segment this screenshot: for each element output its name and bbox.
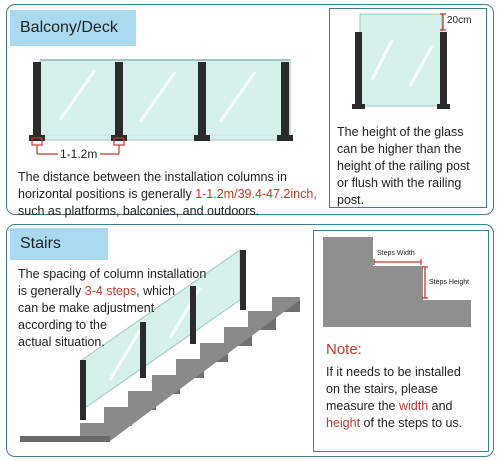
desc-line: The spacing of column installation <box>18 267 207 281</box>
steps-height-label: Steps Height <box>429 279 470 286</box>
desc-line: horizontal positions is generally 1-1.2m/39.4-47.2inch, <box>18 187 317 201</box>
desc-line: according to the <box>18 318 107 332</box>
gap-label: 20cm <box>447 15 472 26</box>
stairs-section-title: Stairs <box>10 228 108 260</box>
width-highlight: width <box>398 399 429 413</box>
spacing-label: 1-1.2m <box>60 147 98 161</box>
note-line: height of the railing post <box>337 159 470 173</box>
desc-line: can be make adjustment <box>18 301 155 315</box>
note-line: height of the steps to us. <box>326 416 463 430</box>
desc-line: actual situation. <box>18 335 105 349</box>
desc-line: is generally 3-4 steps, which <box>18 284 176 298</box>
note-line: If it needs to be installed <box>326 365 461 379</box>
note-line: measure the width and <box>326 399 453 413</box>
note-line: post. <box>337 193 365 207</box>
steps-width-label: Steps Width <box>377 250 415 257</box>
desc-line: such as platforms, balconies, and outdoors. <box>18 204 260 218</box>
note-title: Note: <box>326 341 362 358</box>
note-text <box>326 364 486 432</box>
note-line: The height of the glass <box>337 125 464 139</box>
balcony-section-title: Balcony/Deck <box>10 10 136 46</box>
note-line: can be higher than the <box>337 142 462 156</box>
desc-line: The distance between the installation columns in <box>18 170 287 184</box>
distance-highlight: 1-1.2m/39.4-47.2inch, <box>195 187 317 201</box>
steps-highlight: 3-4 steps <box>84 284 137 298</box>
height-highlight: height <box>326 416 361 430</box>
note-line: or flush with the railing <box>337 176 462 190</box>
note-line: on the stairs, please <box>326 382 438 396</box>
